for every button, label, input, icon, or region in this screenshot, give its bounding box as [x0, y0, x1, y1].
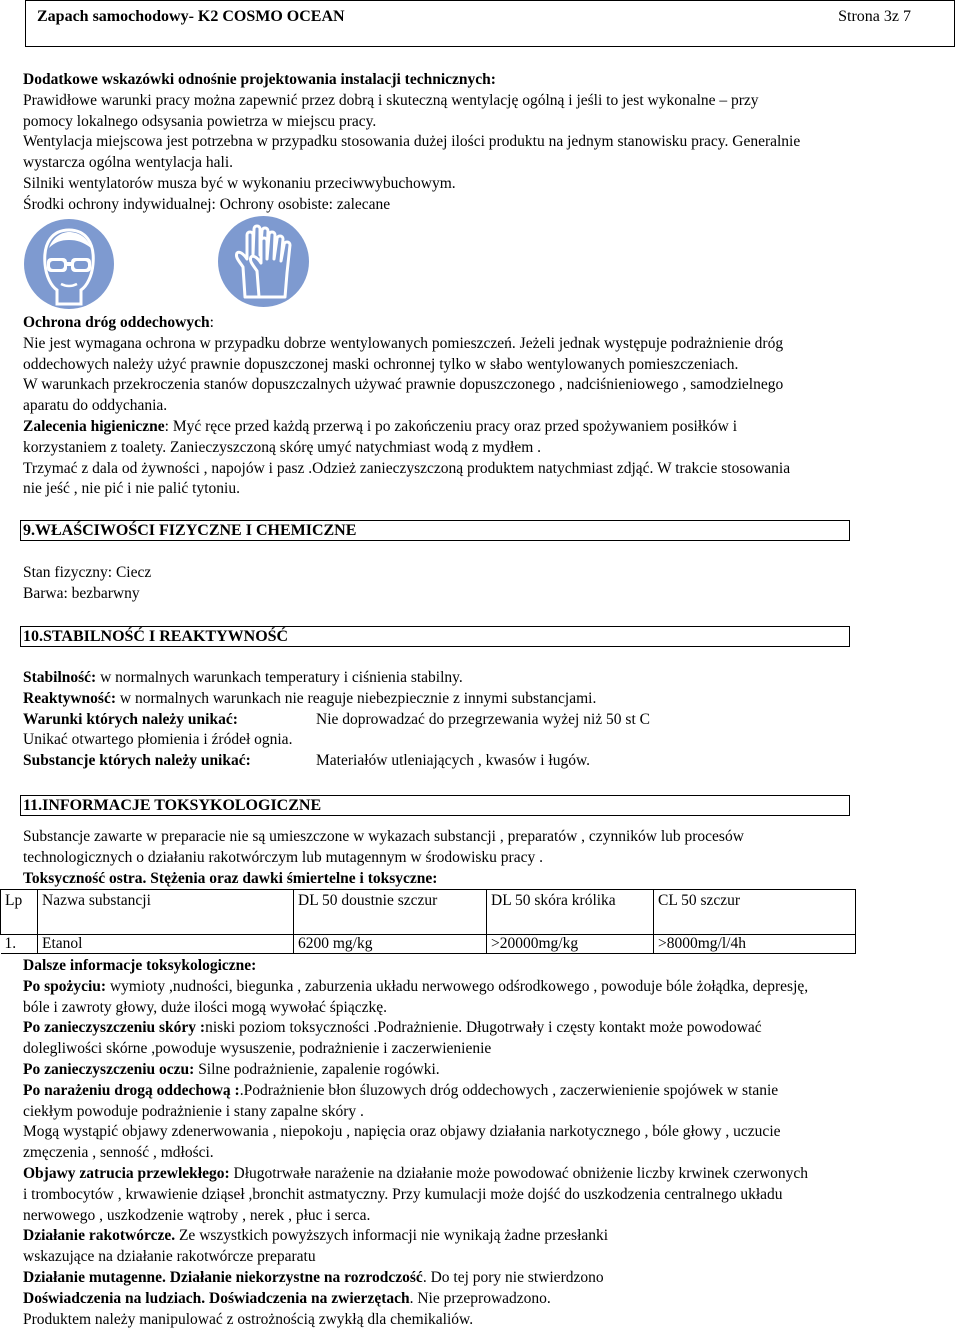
acute-toxicity-heading: Toksyczność ostra. Stężenia oraz dawki śmiertelne i toksyczne:: [23, 869, 438, 887]
tech-heading: Dodatkowe wskazówki odnośnie projektowania instalacji technicznych:: [23, 71, 496, 88]
col-header: DL 50 skóra królika: [487, 890, 654, 935]
section-10-title: 10.STABILNOŚĆ I REAKTYWNOŚĆ: [23, 628, 289, 645]
protective-gloves-icon: [217, 215, 310, 308]
hygiene-label: Zalecenia higieniczne: [23, 417, 165, 435]
safety-glasses-icon: [23, 218, 115, 310]
color: Barwa: bezbarwny: [23, 584, 140, 602]
inhalation-text: .Podrażnienie błon śluzowych dróg oddechowych , zaczerwienienie spojówek w stanie: [239, 1081, 779, 1099]
stability-label: Stabilność:: [23, 669, 97, 686]
avoid-substances-text: Materiałów utleniających , kwasów i ługów.: [316, 752, 591, 770]
stability-text: w normalnych warunkach temperatury i ciśnienia stabilny.: [96, 669, 463, 686]
table-cell: 1.: [1, 935, 38, 954]
inhalation-text: zmęczenia , senność , mdłości.: [23, 1144, 214, 1162]
experiments-text: . Nie przeprowadzono.: [409, 1289, 551, 1307]
experiments-label: Doświadczenia na ludziach. Doświadczenia na zwierzętach: [23, 1289, 410, 1307]
resp-line: korzystaniem z toalety. Zanieczyszczoną skórę umyć natychmiast wodą z mydłem .: [23, 438, 542, 456]
tech-line: Prawidłowe warunki pracy można zapewnić przez dobrą i skuteczną wentylację ogólną i jeśli to jest wykonalne – przy: [23, 91, 759, 109]
page-header: [25, 0, 955, 47]
resp-line: oddechowych należy użyć prawnie dopuszczonej maski ochronnej tylko w słabo wentylowanych pomieszczeniach.: [23, 355, 739, 373]
skin-text: niski poziom toksyczności .Podrażnienie. Długotrwały i częsty kontakt może powodować: [205, 1019, 762, 1037]
carcinogenic-label: Działanie rakotwórcze.: [23, 1227, 176, 1245]
resp-line: nie jeść , nie pić i nie palić tytoniu.: [23, 480, 240, 498]
carcinogenic-text: wskazujące na działanie rakotwórcze preparatu: [23, 1248, 316, 1266]
section-9-title: 9.WŁAŚCIWOŚCI FIZYCZNE I CHEMICZNE: [23, 522, 357, 539]
avoid-substances-label: Substancje których należy unikać:: [23, 752, 251, 770]
ingestion-text: wymioty ,nudności, biegunka , zaburzenia układu nerwowego odśrodkowego , powoduje bóle żołądka, depresję,: [106, 977, 809, 995]
resp-line: Trzymać z dala od żywności , napojów i pasz .Odzież zanieczyszczoną produktem natychmiast zdjąć. W trakcie stosowania: [23, 459, 791, 477]
table-cell: >8000mg/l/4h: [654, 935, 856, 954]
col-header: Nazwa substancji: [38, 890, 294, 935]
document-title: Zapach samochodowy- K2 COSMO OCEAN: [37, 8, 345, 25]
resp-line: aparatu do oddychania.: [23, 397, 168, 415]
section-11-intro: [23, 827, 948, 889]
table-cell: Etanol: [38, 935, 294, 954]
section-9-content: [23, 563, 948, 605]
tech-line: Silniki wentylatorów musza być w wykonaniu przeciwwybuchowym.: [23, 174, 456, 192]
table-header-row: [1, 890, 856, 935]
physical-state: Stan fizyczny: Ciecz: [23, 564, 152, 581]
chronic-text: Długotrwałe narażenie na działanie może powodować obniżenie liczby krwinek czerwonych: [229, 1164, 809, 1182]
avoid-conditions-text-2: Unikać otwartego płomienia i źródeł ognia.: [23, 731, 293, 749]
eye-text: Silne podrażnienie, zapalenie rogówki.: [194, 1060, 440, 1078]
eye-label: Po zanieczyszczeniu oczu:: [23, 1060, 195, 1078]
handling-note: Produktem należy manipulować z ostrożnością zwykłą dla chemikaliów.: [23, 1310, 474, 1328]
tech-line: Wentylacja miejscowa jest potrzebna w przypadku stosowania dużej ilości produktu na jednym stanowisku pracy. Generalnie: [23, 133, 801, 151]
mutagenic-label: Działanie mutagenne. Działanie niekorzystne na rozrodczość: [23, 1268, 423, 1286]
skin-label: Po zanieczyszczeniu skóry :: [23, 1019, 206, 1037]
avoid-conditions-label: Warunki których należy unikać:: [23, 710, 238, 728]
inhalation-text: Mogą wystąpić objawy zdenerwowania , niepokoju , napięcia oraz objawy działania narkotycznego , bóle głowy , uczucie: [23, 1123, 781, 1141]
mutagenic-text: . Do tej pory nie stwierdzono: [422, 1268, 604, 1286]
skin-text: dolegliwości skórne ,powoduje wysuszenie, podrażnienie i zaczerwienienie: [23, 1040, 492, 1058]
resp-colon: :: [209, 314, 214, 331]
resp-heading: Ochrona dróg oddechowych: [23, 314, 210, 331]
section-10-content: [23, 668, 948, 772]
section-10-header: [20, 626, 850, 647]
tech-line: wystarcza ogólna wentylacja hali.: [23, 154, 234, 172]
table-cell: 6200 mg/kg: [294, 935, 487, 954]
col-header: DL 50 doustnie szczur: [294, 890, 487, 935]
section-11-title: 11.INFORMACJE TOKSYKOLOGICZNE: [23, 797, 322, 814]
resp-line: : Myć ręce przed każdą przerwą i po zakończeniu pracy oraz przed spożywaniem posiłków i: [164, 417, 738, 435]
tech-line: Środki ochrony indywidualnej: Ochrony osobiste: zalecane: [23, 195, 391, 213]
resp-line: Nie jest wymagana ochrona w przypadku dobrze wentylowanych pomieszczeń. Jeżeli jednak występuje podrażnienie dróg: [23, 334, 784, 352]
chronic-text: i trombocytów , krwawienie dziąseł ,bronchit astmatyczny. Przy kumulacji może dojść do uszkodzenia centralnego układu: [23, 1185, 783, 1203]
col-header: CL 50 szczur: [654, 890, 856, 935]
ingestion-text: bóle i zawroty głowy, duże ilości mogą wywołać śpiączkę.: [23, 998, 387, 1016]
intro-line: technologicznych o działaniu rakotwórczym lub mutagennym w środowisku pracy .: [23, 848, 543, 866]
further-heading: Dalsze informacje toksykologiczne:: [23, 957, 257, 974]
inhalation-text: ciekłym powoduje podrażnienie i stany zapalne skóry .: [23, 1102, 364, 1120]
technical-guidance: [23, 70, 948, 216]
inhalation-label: Po narażeniu drogą oddechową :: [23, 1081, 240, 1099]
reactivity-label: Reaktywność:: [23, 689, 116, 707]
col-header: Lp: [1, 890, 38, 935]
reactivity-text: w normalnych warunkach nie reaguje niebezpiecznie z innymi substancjami.: [116, 689, 597, 707]
further-toxicology: [23, 956, 948, 1330]
carcinogenic-text: Ze wszystkich powyższych informacji nie wynikają żadne przesłanki: [175, 1227, 609, 1245]
intro-line: Substancje zawarte w preparacie nie są umieszczone w wykazach substancji , preparatów , czynników lub procesów: [23, 828, 744, 845]
ingestion-label: Po spożyciu:: [23, 977, 107, 995]
table-cell: >20000mg/kg: [487, 935, 654, 954]
page-number: Strona 3z 7: [838, 8, 911, 25]
respiratory-protection: [23, 313, 948, 500]
resp-line: W warunkach przekroczenia stanów dopuszczalnych używać prawnie dopuszczonego , nadciśnieniowego , samodzielnego: [23, 376, 784, 394]
chronic-label: Objawy zatrucia przewlekłego:: [23, 1164, 230, 1182]
section-11-header: [20, 795, 850, 816]
avoid-conditions-text: Nie doprowadzać do przegrzewania wyżej niż 50 st C: [316, 710, 650, 728]
tech-line: pomocy lokalnego odsysania powietrza w miejscu pracy.: [23, 112, 377, 130]
section-9-header: [20, 520, 850, 541]
table-row: [1, 935, 856, 954]
chronic-text: nerwowego , uszkodzenie wątroby , nerek , płuc i serca.: [23, 1206, 371, 1224]
toxicity-table: [0, 889, 856, 954]
